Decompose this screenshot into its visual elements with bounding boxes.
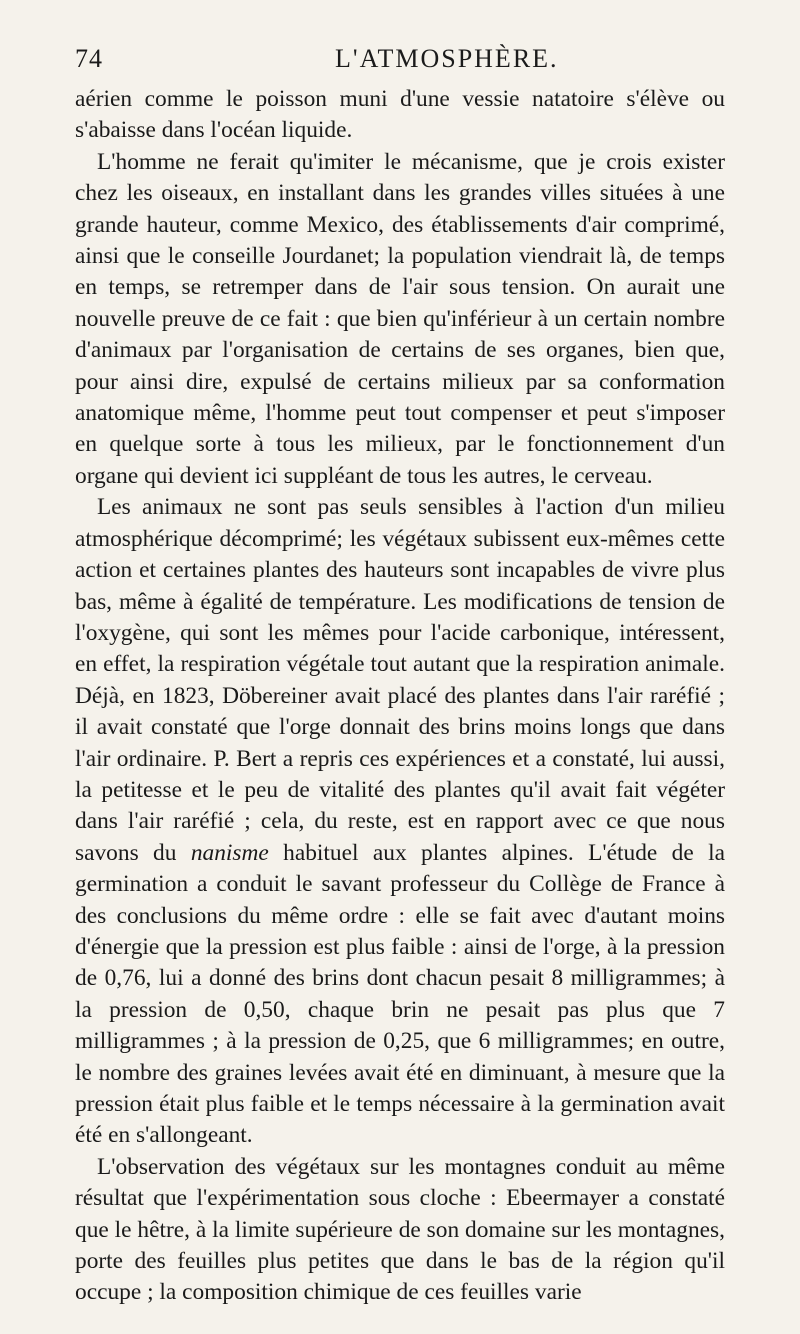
running-head: L'ATMOSPHÈRE. [335,44,559,73]
italic-term: nanisme [190,839,269,866]
page-header [75,44,735,80]
page-number: 74 [75,44,103,73]
paragraph-1: aérien comme le poisson muni d'une vessie natatoire s'élève ou s'abaisse dans l'océan liquide. [75,86,725,144]
paragraph-3 [75,492,725,1152]
paragraph-3-text-after: habituel aux plantes alpines. L'étude de la germination a conduit le savant professeur du Collège de France à des conclusions du même ordre : elle se fait avec d'autant moins d'énergie que la pression est plus faible : ainsi de l'orge, à la pression de 0,76, lui a donné des brins dont chacun pesait 8 milligrammes; à la pression de 0,50, chaque brin ne pesait pas plus que 7 milligrammes ; à la pression de 0,25, que 6 milligrammes; en outre, le nombre des graines levées avait été en diminuant, à mesure que la pression était plus faible et le temps nécessaire à la germination avait été en s'allongeant. [75,839,725,1149]
body-text [75,84,725,1309]
paragraph-4: L'observation des végétaux sur les montagnes conduit au même résultat que l'expérimentation sous cloche : Ebeermayer a constaté que le hêtre, à la limite supérieure de son domaine sur les montagnes, porte des feuilles plus petites que dans le bas de la région qu'il occupe ; la composition chimique de ces feuilles varie [75,1153,725,1306]
paragraph-2: L'homme ne ferait qu'imiter le mécanisme, que je crois exister chez les oiseaux, en installant dans les grandes villes situées à une grande hauteur, comme Mexico, des établissements d'air comprimé, ainsi que le conseille Jourdanet; la population viendrait là, de temps en temps, se retremper dans de l'air sous tension. On aurait une nouvelle preuve de ce fait : que bien qu'inférieur à un certain nombre d'animaux par l'organisation de certains de ses organes, bien que, pour ainsi dire, expulsé de certains milieux par sa conformation anatomique même, l'homme peut tout compenser et peut s'imposer en quelque sorte à tous les milieux, par le fonctionnement d'un organe qui devient ici suppléant de tous les autres, le cerveau. [75,148,725,489]
paragraph-3-text: Les animaux ne sont pas seuls sensibles à l'action d'un milieu atmosphérique décomprimé; les végétaux subissent eux-mêmes cette action et certaines plantes des hauteurs sont incapables de vivre plus bas, même à égalité de température. Les modifications de tension de l'oxygène, qui sont les mêmes pour l'acide carbonique, intéressent, en effet, la respiration végétale tout autant que la respiration animale. Déjà, en 1823, Döbereiner avait placé des plantes dans l'air raréfié ; il avait constaté que l'orge donnait des brins moins longs que dans l'air ordinaire. P. Bert a repris ces expériences et a constaté, lui aussi, la petitesse et le peu de vitalité des plantes qu'il avait fait végéter dans l'air raréfié ; cela, du reste, est en rapport avec ce que nous savons du [75,494,725,866]
